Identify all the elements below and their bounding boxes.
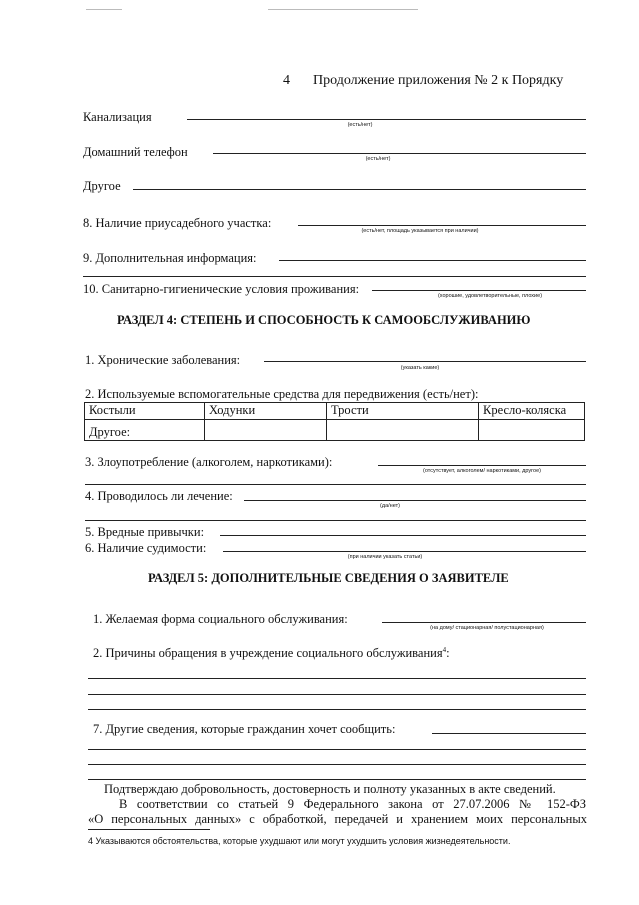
record-caption: (при наличии указать статьи): [347, 554, 423, 560]
reasons-field-line3[interactable]: [88, 709, 586, 710]
chronic-field[interactable]: [264, 361, 586, 362]
treatment-field[interactable]: [244, 500, 586, 501]
page-number: 4: [283, 73, 290, 88]
confirmation-line1: Подтверждаю добровольность, достоверность и полноту указанных в акте сведений.: [104, 782, 556, 796]
confirmation-line3: «О персональных данных» с обработкой, передачей и хранением моих персональных: [88, 812, 587, 826]
aids-walkers[interactable]: Ходунки: [205, 403, 327, 420]
form-field[interactable]: [382, 622, 586, 623]
other-field[interactable]: [133, 189, 586, 190]
sewer-field[interactable]: [187, 119, 586, 120]
other-info-label: 7. Другие сведения, которые гражданин хочет сообщить:: [93, 722, 396, 736]
sewer-caption: (есть/нет): [347, 122, 373, 128]
treatment-field-line2[interactable]: [85, 520, 586, 521]
additional-info-label: 9. Дополнительная информация:: [83, 251, 257, 265]
plot-field[interactable]: [298, 225, 586, 226]
reasons-field-line2[interactable]: [88, 694, 586, 695]
aids-label: 2. Используемые вспомогательные средства для передвижения (есть/нет):: [85, 387, 479, 401]
form-label: 1. Желаемая форма социального обслуживания:: [93, 612, 348, 626]
home-phone-caption: (есть/нет): [365, 156, 391, 162]
reasons-text: 2. Причины обращения в учреждение социального обслуживания: [93, 646, 443, 661]
record-label: 6. Наличие судимости:: [85, 541, 207, 555]
sewer-label: Канализация: [83, 110, 152, 124]
sanitary-label: 10. Санитарно-гигиенические условия проживания:: [83, 282, 360, 296]
scan-mark: [86, 9, 122, 10]
other-info-field-line4[interactable]: [88, 779, 586, 780]
additional-info-field[interactable]: [279, 260, 586, 261]
aids-other-label: Другое:: [85, 420, 205, 441]
abuse-caption: (отсутствует, алкоголем/ наркотиками, другое): [423, 468, 541, 474]
sanitary-caption: (хорошие, удовлетворительные, плохие): [437, 293, 543, 299]
reasons-footnote-ref[interactable]: 4: [442, 646, 447, 654]
section5-title: РАЗДЕЛ 5: ДОПОЛНИТЕЛЬНЫЕ СВЕДЕНИЯ О ЗАЯВИТЕЛЕ: [148, 571, 509, 585]
plot-caption: (есть/нет, площадь указывается при наличии): [361, 228, 479, 234]
abuse-field-line2[interactable]: [85, 484, 586, 485]
habits-field[interactable]: [220, 535, 586, 536]
form-caption: (на дому/ стационарная/ полустационарная): [430, 625, 544, 631]
home-phone-field[interactable]: [213, 153, 586, 154]
aids-other-cell[interactable]: [479, 420, 585, 441]
aids-wheelchair[interactable]: Кресло-коляска: [479, 403, 585, 420]
additional-info-field-line2[interactable]: [83, 276, 586, 277]
aids-other-cell[interactable]: [327, 420, 479, 441]
chronic-caption: (указать какие): [400, 365, 440, 371]
footnote-rule: [88, 829, 210, 830]
treatment-label: 4. Проводилось ли лечение:: [85, 489, 233, 503]
aids-canes[interactable]: Трости: [327, 403, 479, 420]
habits-label: 5. Вредные привычки:: [85, 525, 205, 539]
reasons-label: [93, 643, 450, 660]
abuse-label: 3. Злоупотребление (алкоголем, наркотиками):: [85, 455, 333, 469]
other-info-field-line2[interactable]: [88, 749, 586, 750]
abuse-field[interactable]: [378, 465, 586, 466]
plot-label: 8. Наличие приусадебного участка:: [83, 216, 272, 230]
chronic-label: 1. Хронические заболевания:: [85, 353, 241, 367]
aids-table: [84, 402, 585, 441]
page-header: Продолжение приложения № 2 к Порядку: [313, 73, 564, 88]
section4-title: РАЗДЕЛ 4: СТЕПЕНЬ И СПОСОБНОСТЬ К САМООБСЛУЖИВАНИЮ: [117, 313, 531, 327]
confirmation-line2: В соответствии со статьей 9 Федерального закона от 27.07.2006 № 152-ФЗ: [119, 797, 586, 811]
aids-other-cell[interactable]: [205, 420, 327, 441]
reasons-field-line1[interactable]: [88, 678, 586, 679]
other-info-field[interactable]: [432, 733, 586, 734]
scan-mark: [268, 9, 418, 10]
record-field[interactable]: [223, 551, 586, 552]
footnote: 4 Указываются обстоятельства, которые ухудшают или могут ухудшить условия жизнедеятельности.: [88, 836, 511, 846]
other-label: Другое: [83, 179, 121, 193]
reasons-colon: :: [446, 646, 450, 661]
treatment-caption: (да/нет): [380, 503, 400, 509]
other-info-field-line3[interactable]: [88, 764, 586, 765]
aids-crutches[interactable]: Костыли: [85, 403, 205, 420]
sanitary-field[interactable]: [372, 290, 586, 291]
home-phone-label: Домашний телефон: [83, 145, 188, 159]
